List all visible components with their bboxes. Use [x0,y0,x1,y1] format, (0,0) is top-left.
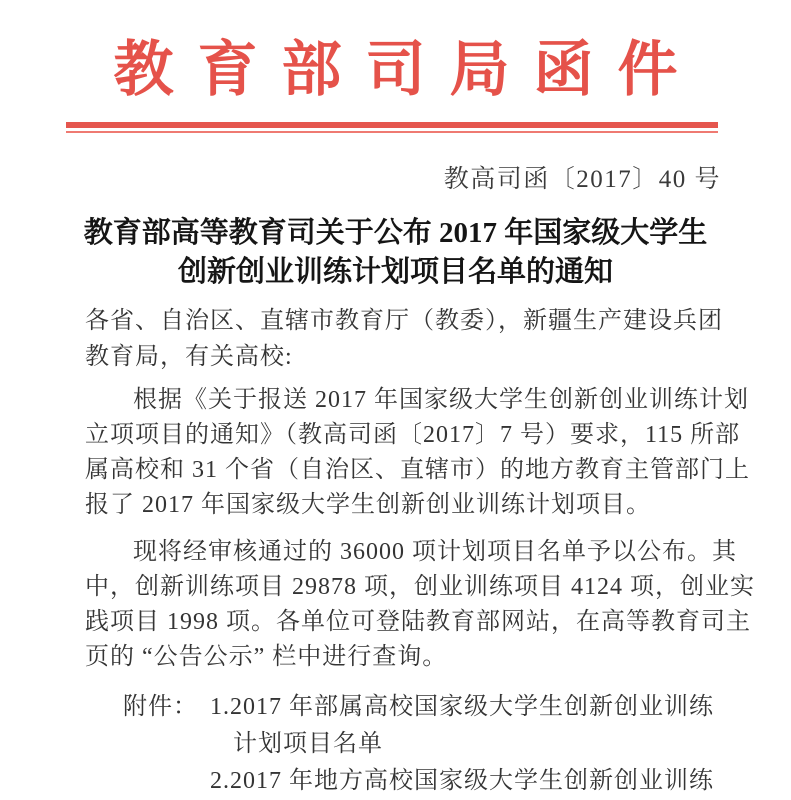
salutation-line: 各省、自治区、直辖市教育厅（教委），新疆生产建设兵团 [85,308,723,334]
paragraph-line: 属高校和 31 个省（自治区、直辖市）的地方教育主管部门上 [85,457,750,483]
attachment-item-line: 计划项目名单 [233,731,383,757]
notice-title-line2: 创新创业训练计划项目名单的通知 [177,256,613,288]
notice-title-line1: 教育部高等教育司关于公布 2017 年国家级大学生 [83,217,708,249]
attachment-item-line: 1.2017 年部属高校国家级大学生创新创业训练 [210,694,714,720]
paragraph-line: 现将经审核通过的 36000 项计划项目名单予以公布。其 [133,539,737,565]
paragraph-line: 立项项目的通知》（教高司函〔2017〕7 号）要求，115 所部 [85,422,741,448]
salutation-line: 教育局，有关高校: [85,344,293,370]
paragraph-line: 践项目 1998 项。各单位可登陆教育部网站，在高等教育司主 [85,609,751,635]
letterhead-divider-thin [66,131,718,133]
letterhead-title: 教育部司局函件 [113,37,702,103]
letterhead-divider-thick [66,122,718,128]
attachment-item-line: 2.2017 年地方高校国家级大学生创新创业训练 [210,768,714,794]
paragraph-line: 页的 “公告公示” 栏中进行查询。 [85,644,448,670]
document-number: 教高司函〔2017〕40 号 [443,166,721,193]
paragraph-line: 报了 2017 年国家级大学生创新创业训练计划项目。 [85,492,651,518]
paragraph-line: 中，创新训练项目 29878 项，创业训练项目 4124 项，创业实 [85,574,755,600]
paragraph-line: 根据《关于报送 2017 年国家级大学生创新创业训练计划 [133,387,749,413]
notice-title [0,214,791,292]
attachments-label: 附件： [123,694,198,720]
